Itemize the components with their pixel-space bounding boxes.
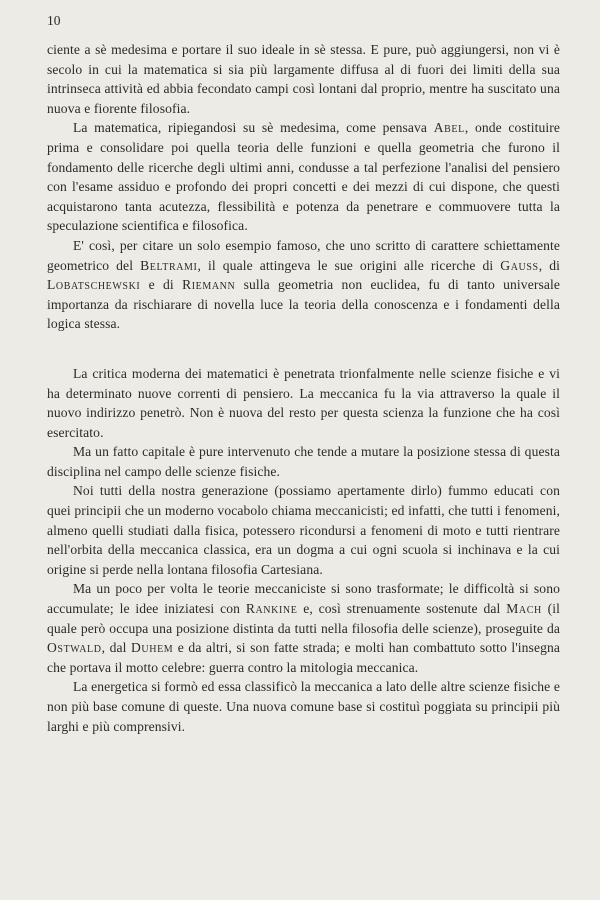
author-name: Riemann	[182, 277, 236, 293]
paragraph	[47, 118, 560, 236]
author-name: Rankine	[245, 601, 298, 617]
paragraph	[47, 40, 560, 118]
text-run: e da altri, si son fatte strada; e molti han combattuto sotto l'insegna che portava il motto celebre: guerra contro la mitologia meccanica.	[47, 640, 561, 675]
text-run: E' così, per citare un solo esempio famoso, che uno scritto di carattere schiettamente geometrico del	[47, 237, 560, 273]
author-name: Lobatschewski	[47, 277, 141, 293]
page-number: 10	[47, 13, 61, 28]
author-name: Abel	[433, 120, 465, 136]
text-run: Noi tutti della nostra generazione (possiamo apertamente dirlo) fummo educati con quei principii che un moderno vocabolo chiama meccanicisti; ed infatti, che tutti i fenomeni, almeno quelli studiati dalla fisica, potessero ricondursi a fenomeni di moto e tutti rientrare nell'orbita della meccanica classica, era un dogma a cui ogni scuola si inchinava e la cui origine si perde nella lontana filosofia Cartesiana.	[47, 483, 560, 577]
author-name: Duhem	[131, 640, 174, 656]
section-gap	[47, 334, 560, 364]
text-run: sulla geometria non euclidea, fu di tanto universale importanza da rischiarare di novella luce la teoria della conoscenza e i fondamenti della logica stessa.	[47, 277, 560, 332]
text-run: (il quale però occupa una posizione distinta da tutti nella filosofia delle scienze), proseguite da	[47, 601, 560, 636]
text-run: Ma un fatto capitale è pure intervenuto che tende a mutare la posizione stessa di questa disciplina nel campo delle scienze fisiche.	[47, 444, 560, 479]
text-run: ciente a sè medesima e portare il suo ideale in sè stessa. E pure, può aggiungersi, non vi è secolo in cui la matematica si sia più largamente diffusa al di fuori dei limiti della sua intrinseca attività ed abbia fecondato campi così lontani dal proprio, mentre ha suscitato una nuova e fiorente filosofia.	[47, 42, 560, 116]
author-name: Mach	[506, 601, 542, 617]
paragraph	[47, 236, 560, 334]
text-run: e, così strenuamente sostenute dal	[297, 601, 507, 617]
text-run: , onde costituire prima e consolidare poi quella teoria delle funzioni e quella geometria che furono il fondamento delle ricerche degli ultimi anni, condusse a tal perfezione l'analisi del pensiero con l'esame assiduo e profondo dei propri concetti e dei mezzi di cui dispone, che questi acquistarono tanta acutezza, flessibilità e potenza da penetrare e commuovere tutta la speculazione scientifica e filosofica.	[47, 120, 561, 234]
paragraph	[47, 579, 560, 677]
author-name: Gauss	[500, 257, 539, 273]
author-name: Ostwald	[47, 640, 102, 656]
paragraph	[47, 481, 560, 579]
text-run: , il quale attingeva le sue origini alle ricerche di	[197, 257, 501, 273]
text-run: , dal	[101, 640, 132, 656]
text-run: La matematica, ripiegandosi su sè medesima, come pensava	[73, 120, 434, 136]
paragraph	[47, 364, 560, 442]
text-run: La energetica si formò ed essa classificò la meccanica a lato delle altre scienze fisiche e non più base comune di queste. Una nuova comune base si costituì poggiata su principii più larghi e più comprensivi.	[47, 679, 560, 734]
text-run: , di	[538, 257, 560, 273]
text-run: Ma un poco per volta le teorie meccaniciste si sono trasformate; le difficoltà si sono accumulate; le idee iniziatesi con	[47, 581, 560, 617]
paragraph	[47, 442, 560, 481]
paragraph	[47, 677, 560, 736]
text-run: La critica moderna dei matematici è penetrata trionfalmente nelle scienze fisiche e vi ha determinato nuove correnti di pensiero. La meccanica fu la via attraverso la quale il nuovo indirizzo penetrò. Non è nuova del resto per questa scienza la funzione che ha così esercitato.	[47, 365, 560, 440]
author-name: Beltrami	[140, 257, 198, 273]
text-run: e di	[140, 277, 183, 293]
body-text	[47, 40, 560, 736]
